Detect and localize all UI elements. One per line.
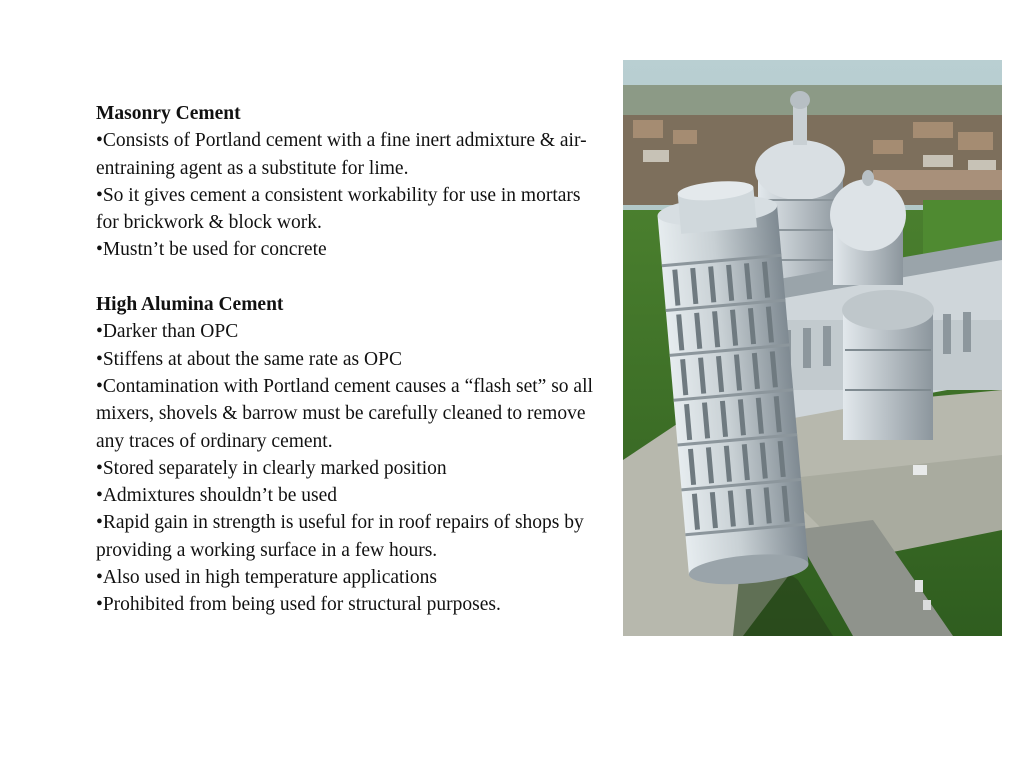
bullet-item: •Rapid gain in strength is useful for in roof repairs of shops by providing a working surface in a few hours. bbox=[96, 512, 584, 561]
bullet-item: •Stiffens at about the same rate as OPC bbox=[96, 348, 402, 370]
section-heading-high-alumina: High Alumina Cement bbox=[96, 294, 284, 316]
bullet-item: •Mustn’t be used for concrete bbox=[96, 239, 327, 261]
bullet-item: •Contamination with Portland cement causes a “flash set” so all mixers, shovels & barrow must be carefully cleaned to remove any traces of ordinary cement. bbox=[96, 375, 593, 452]
bullet-item: •Also used in high temperature applications bbox=[96, 567, 437, 589]
bullet-item: •Prohibited from being used for structural purposes. bbox=[96, 594, 501, 616]
bullet-item: •So it gives cement a consistent workability for use in mortars for brickwork & block work. bbox=[96, 184, 581, 234]
text-content bbox=[96, 100, 606, 619]
bullet-item: •Consists of Portland cement with a fine inert admixture & air-entraining agent as a substitute for lime. bbox=[96, 130, 587, 179]
bullet-item: •Darker than OPC bbox=[96, 321, 239, 343]
bullet-item: •Admixtures shouldn’t be used bbox=[96, 485, 337, 507]
leaning-tower-photo bbox=[623, 60, 1002, 636]
bullet-item: •Stored separately in clearly marked position bbox=[96, 457, 447, 479]
section-heading-masonry: Masonry Cement bbox=[96, 103, 241, 124]
section-spacer bbox=[96, 264, 606, 291]
